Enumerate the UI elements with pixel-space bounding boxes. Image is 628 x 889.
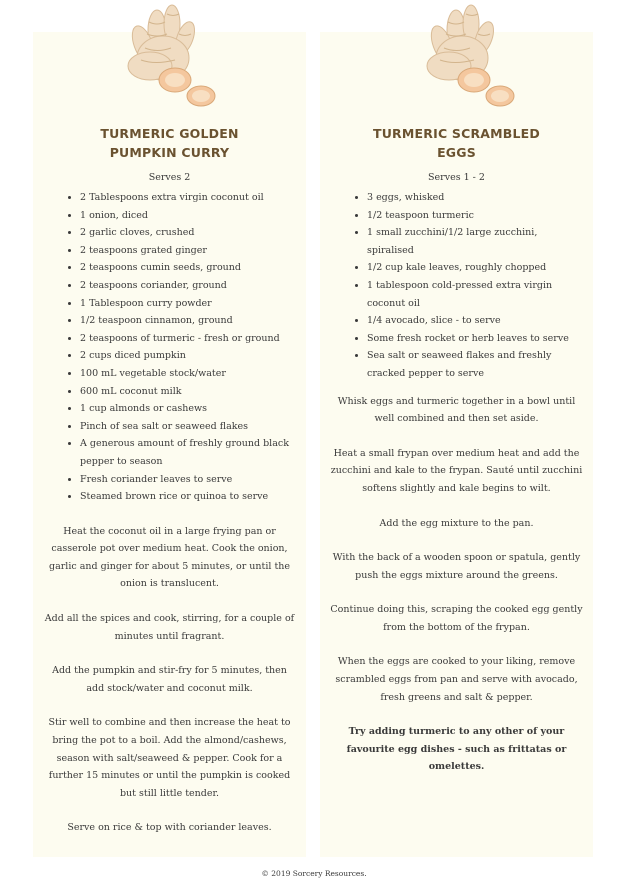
ingredient-item: • 100 mL vegetable stock/water [80, 365, 292, 383]
method-step: Add the egg mixture to the pan. [379, 517, 534, 529]
ingredient-item: • 2 Tablespoons extra virgin coconut oil [80, 189, 292, 207]
ingredient-item: • 1/2 cup kale leaves, roughly chopped [367, 259, 579, 277]
ingredient-item: • A generous amount of freshly ground black pepper to season [80, 435, 292, 470]
recipe-title-line2: EGGS [437, 145, 476, 160]
recipe-content-curry [33, 124, 306, 837]
method-step: Serve on rice & top with coriander leaves. [67, 822, 272, 834]
ingredient-item: • Some fresh rocket or herb leaves to serve [367, 330, 579, 348]
ingredient-item: • 1/2 teaspoon turmeric [367, 207, 579, 225]
recipe-title-line1: TURMERIC GOLDEN [100, 126, 239, 141]
ingredient-item: • 1/2 teaspoon cinnamon, ground [80, 312, 292, 330]
recipe-title-line2: PUMPKIN CURRY [109, 145, 230, 160]
ingredient-item: • Pinch of sea salt or seaweed flakes [80, 418, 292, 436]
serves-label: Serves 2 [148, 172, 191, 183]
ingredient-item: • Steamed brown rice or quinoa to serve [80, 488, 292, 506]
method-step: Add all the spices and cook, stirring, for a couple of minutes until fragrant. [44, 613, 295, 642]
ingredient-item: • 600 mL coconut milk [80, 383, 292, 401]
recipe-tip: Try adding turmeric to any other of your favourite egg dishes - such as frittatas or omelettes. [346, 726, 567, 773]
ingredient-list [320, 189, 593, 383]
recipe-content-eggs [320, 124, 593, 776]
ingredient-item: • 1/4 avocado, slice - to serve [367, 312, 579, 330]
ingredient-item: • 2 teaspoons coriander, ground [80, 277, 292, 295]
method-step: When the eggs are cooked to your liking, remove scrambled eggs from pan and serve with avocado, fresh greens and salt & pepper. [335, 656, 578, 703]
ingredient-item: • 1 cup almonds or cashews [80, 400, 292, 418]
method-step: Whisk eggs and turmeric together in a bowl until well combined and then set aside. [337, 395, 576, 425]
recipe-title [320, 124, 593, 162]
ingredient-item: • 1 tablespoon cold-pressed extra virgin coconut oil [367, 277, 579, 312]
ingredient-item: • 2 teaspoons cumin seeds, ground [80, 259, 292, 277]
recipe-title [33, 124, 306, 162]
method-step: Heat the coconut oil in a large frying pan or casserole pot over medium heat. Cook the onion, garlic and ginger for about 5 minutes, or until the onion is translucent. [49, 525, 290, 590]
ingredient-item: • 2 teaspoons of turmeric - fresh or ground [80, 330, 292, 348]
ingredient-item: • 1 Tablespoon curry powder [80, 295, 292, 313]
ingredient-item: • 3 eggs, whisked [367, 189, 579, 207]
ingredient-item: • 2 teaspoons grated ginger [80, 242, 292, 260]
ingredient-item: • 1 onion, diced [80, 207, 292, 225]
method-step: Heat a small frypan over medium heat and add the zucchini and kale to the frypan. Sauté until zucchini softens slightly and kale begins to wilt. [330, 447, 583, 494]
copyright-footer: © 2019 Sorcery Resources. [261, 869, 367, 878]
ingredient-item: • 2 garlic cloves, crushed [80, 224, 292, 242]
serves-label: Serves 1 - 2 [428, 172, 485, 183]
ingredient-list [33, 189, 306, 506]
ingredient-item: • 1 small zucchini/1/2 large zucchini, spiralised [367, 224, 579, 259]
method-step: Continue doing this, scraping the cooked egg gently from the bottom of the frypan. [330, 604, 583, 633]
method-step: Stir well to combine and then increase the heat to bring the pot to a boil. Add the almond/cashews, season with salt/seaweed & pepper. Cook for a further 15 minutes or until the pumpkin is cooked but still little tender. [48, 717, 291, 799]
ingredient-item: • 2 cups diced pumpkin [80, 347, 292, 365]
ingredient-item: • Sea salt or seaweed flakes and freshly cracked pepper to serve [367, 347, 579, 382]
method-step: With the back of a wooden spoon or spatula, gently push the eggs mixture around the greens. [332, 552, 581, 581]
turmeric-root-illustration [404, 0, 524, 118]
method-step: Add the pumpkin and stir-fry for 5 minutes, then add stock/water and coconut milk. [52, 665, 287, 694]
ingredient-item: • Fresh coriander leaves to serve [80, 471, 292, 489]
turmeric-root-illustration [105, 0, 225, 118]
recipe-title-line1: TURMERIC SCRAMBLED [372, 126, 540, 141]
